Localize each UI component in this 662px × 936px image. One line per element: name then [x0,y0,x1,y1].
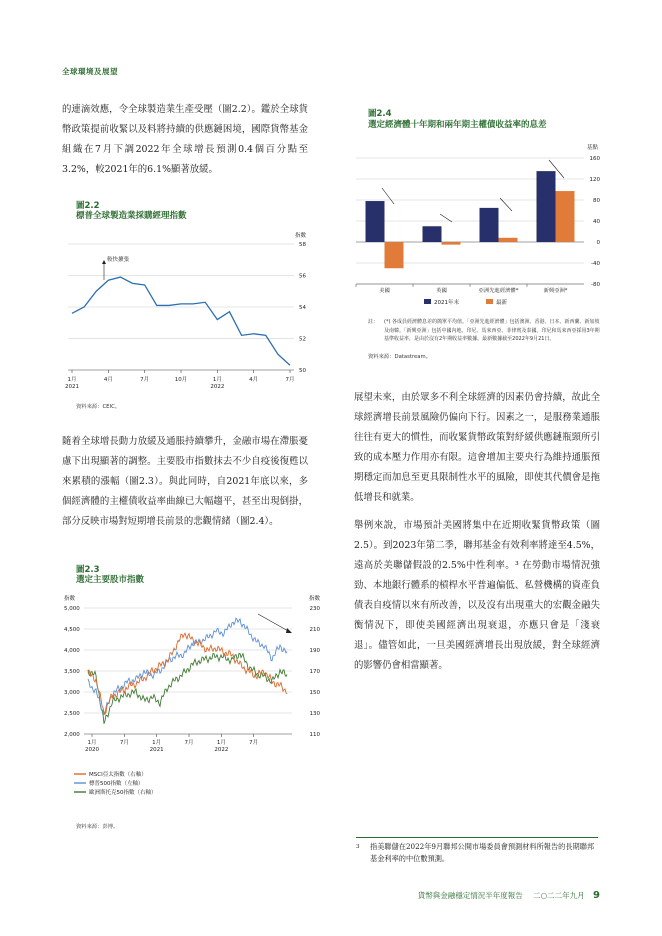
legend-label: MSCI亞太指數（右軸） [89,772,147,778]
legend-label: 歐洲斯托克50指數（右軸） [89,790,157,796]
y-tick-label: 50 [299,368,306,374]
pmi-series-line [72,277,290,365]
y-tick-label: 52 [299,336,306,343]
left-tick-label: 2,000 [64,732,80,738]
bar [423,226,442,242]
left-tick-label: 3,000 [64,690,80,696]
x-tick-label: 1月 [216,740,226,746]
x-tick-label: 7月 [285,377,295,383]
left-axis-unit: 指數 [64,596,76,602]
note-text: (*) 各成員經濟體息差的簡單平均值。「亞洲先進經濟體」包括澳洲、香港、日本、新西蘭、新加坡及南韓。「新興亞洲」包括中國內地、印尼、馬來西亞、菲律賓及泰國。印尼和馬來西亞採用3年期基準收益率，是由於沒有2年期收益率數據。最新數據截至2022年9月21日。 [384,319,600,342]
bar [442,242,461,245]
yield-spread-bar-chart [354,138,614,310]
footnote-divider [356,837,598,838]
category-label: 新興亞洲* [543,288,568,294]
right-tick-label: 170 [309,669,320,675]
x-tick-label: 7月 [184,740,194,746]
x-tick-year: 2021 [65,384,79,390]
figure-2-2-title: 標普全球製造業採購經理指數 [76,211,187,221]
left-tick-label: 4,500 [64,627,80,633]
x-tick-label: 10月 [174,377,188,383]
body-paragraph [62,432,308,532]
left-tick-label: 3,500 [64,669,80,675]
legend-swatch [424,299,431,304]
right-tick-label: 210 [309,627,320,633]
footnote-mark: 3 [356,844,360,850]
y-tick-label: 58 [299,242,306,248]
annotation-arrow-head [102,260,106,264]
left-tick-label: 2,500 [64,711,80,717]
page-footer [418,890,600,901]
figure-2-3-number: 圖2.3 [76,565,100,575]
figure-source: 資料來源：Datastream。 [368,354,431,360]
x-tick-year: 2022 [210,384,225,390]
x-tick-year: 2022 [214,747,229,753]
right-tick-label: 130 [309,711,320,717]
y-tick-label: 160 [589,156,600,162]
bar [385,242,404,268]
bar [366,201,385,242]
figure-2-3-title: 選定主要股市指數 [76,575,145,585]
annotation-label: 較快擴張 [107,257,130,263]
figure-source: 資料來源：CEIC。 [76,404,121,410]
x-tick-label: 4月 [103,377,113,383]
body-paragraph [62,100,308,180]
x-tick-label: 4月 [249,377,259,383]
category-label: 英國 [436,288,447,294]
x-tick-label: 7月 [249,740,259,746]
bar [556,191,575,242]
legend-swatch [486,299,493,304]
y-tick-label: 80 [593,198,600,204]
right-axis-unit: 指數 [308,596,320,602]
x-tick-year: 2021 [149,747,164,753]
paragraph-text: 展望未來，由於眾多不利全球經濟的因素仍會持續，故此全球經濟增長前景風險仍偏向下行。因素之一，是服務業通脹往往有更大的慣性，而收緊貨幣政策對紓緩供應鏈瓶頸所引致的成本壓力作用亦有限。這會增加主要央行為維持通脹預期穩定而加息至更具限制性水平的風險，即使其代價會是拖低增長和就業。 [354,392,600,503]
page-number: 9 [593,890,600,901]
category-label: 美國 [379,288,390,294]
pmi-line-chart [62,228,314,390]
y-tick-label: 40 [593,219,600,225]
report-name: 貨幣與金融穩定情況半年度報告 [417,891,523,900]
y-tick-label: 54 [299,305,306,311]
figure-2-4-title: 選定經濟體十年期和兩年期主權債收益率的息差 [368,120,547,130]
footnote-text: 指美聯儲在2022年9月聯邦公開市場委員會預測材料所報告的長期聯邦基金利率的中位數預測。 [370,842,595,863]
y-tick-label: 0 [596,240,600,246]
y-axis-unit: 指數 [294,233,306,239]
bar [480,208,499,242]
y-tick-label: 56 [299,273,306,280]
report-date: 二○二二年九月 [533,891,585,900]
footnote [356,841,600,865]
left-tick-label: 5,000 [64,606,80,612]
y-tick-label: -40 [591,261,600,267]
x-tick-year: 2020 [85,747,99,753]
x-tick-label: 1月 [87,740,97,746]
figure-note [368,318,604,344]
x-tick-label: 1月 [152,740,162,746]
y-tick-label: 120 [589,177,600,183]
x-tick-label: 1月 [67,377,77,383]
figure-source: 資料來源：彭博。 [76,824,119,830]
legend-label: 2021年末 [434,300,459,306]
paragraph-text: 的連滴效應，令全球製造業生產受壓（圖2.2）。鑑於全球貨幣政策提前收緊以及料將持續的供應鏈困境，國際貨幣基金組織在7月下調2022年全球增長預測0.4個百分點至3.2%，較2021年的6.1%顯著放緩。 [62,104,308,175]
bar [537,171,556,242]
right-tick-label: 230 [309,606,320,612]
note-label: 註： [368,319,379,325]
figure-2-2-number: 圖2.2 [76,201,100,211]
left-tick-label: 4,000 [64,648,80,654]
right-tick-label: 190 [309,648,320,654]
y-axis-unit: 基點 [586,145,598,151]
x-tick-label: 7月 [140,377,150,383]
paragraph-text: 舉例來說，市場預計美國將集中在近期收緊貨幣政策（圖2.5）。到2023年第二季，聯邦基金有效利率將達至4.5%，遠高於美聯儲假設的2.5%中性利率。³ 在勞動市場情況強勁、本地銀行體系的槓桿水平普遍偏低、私營機構的資產負債表自疫情以來有所改善，以及沒有出現重大的宏觀金融失衡情況下，即使美國經濟出現衰退，亦應只會是「淺衰退」。儘管如此，一旦美國經濟增長出現放緩，對全球經濟的影響仍會相當顯著。 [354,520,600,671]
x-tick-label: 1月 [212,377,222,383]
section-header: 全球環境及展望 [62,67,118,76]
body-paragraph [354,516,600,676]
legend-label: 標普500指數（左軸） [89,781,144,787]
paragraph-text: 隨着全球增長動力放緩及通脹持續攀升，金融市場在滯脹憂慮下出現顯著的調整。主要股市指數抹去不少自疫後復甦以來累積的漲幅（圖2.3）。與此同時，自2021年底以來，多個經濟體的主權債收益率曲線已大幅趨平，甚至出現倒掛，部分反映市場對短期增長前景的悲觀情緒（圖2.4）。 [62,436,308,527]
category-label: 亞洲先進經濟體* [478,288,519,294]
bar [499,238,518,242]
y-tick-label: -80 [591,282,600,288]
x-tick-label: 7月 [119,740,129,746]
figure-2-4-number: 圖2.4 [368,109,392,119]
right-tick-label: 110 [309,732,320,738]
right-tick-label: 150 [309,690,320,696]
legend-label: 最新 [496,300,508,306]
equity-index-chart [62,592,332,814]
body-paragraph [354,388,600,508]
